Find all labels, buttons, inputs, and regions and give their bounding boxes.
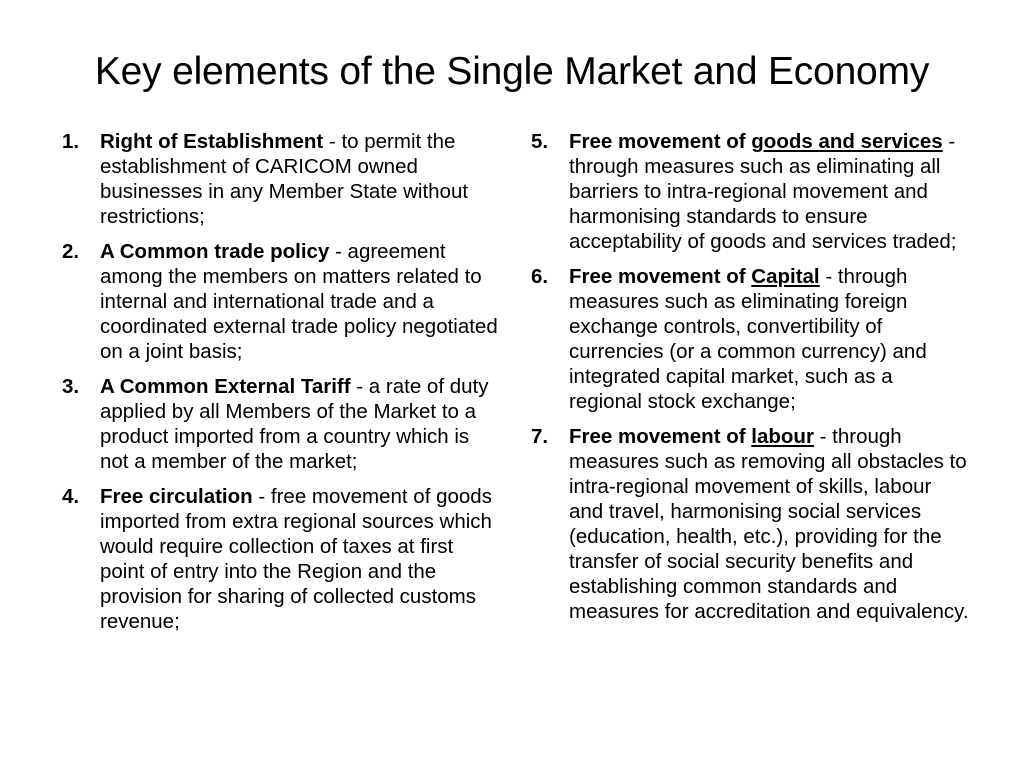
item-body xyxy=(100,239,502,364)
item-text: - to permit the establishment of CARICOM owned businesses in any Member State without restrictions; xyxy=(100,130,469,228)
item-number: 6. xyxy=(531,265,549,288)
item-number: 1. xyxy=(62,130,80,153)
item-text: - through measures such as removing all obstacles to intra-regional movement of skills, labour and travel, harmonising social services (education, health, etc.), providing for the transfer of social security benefits and establishing common standards and measures for accreditation and equivalency. xyxy=(569,425,969,623)
item-number: 4. xyxy=(62,485,80,508)
item-body xyxy=(569,129,971,254)
right-column xyxy=(531,129,971,634)
item-heading: A Common trade policy xyxy=(100,240,330,263)
item-body xyxy=(100,484,502,634)
item-body xyxy=(100,374,502,474)
item-heading xyxy=(569,425,814,448)
item-heading-underlined: goods and services xyxy=(751,130,943,153)
item-text: - through measures such as eliminating all barriers to intra-regional movement and harmonising standards to ensure acceptability of goods and services traded; xyxy=(569,130,957,253)
item-number: 5. xyxy=(531,130,549,153)
list-item-2 xyxy=(62,239,502,364)
item-heading xyxy=(569,130,943,153)
item-body xyxy=(100,129,502,229)
item-heading-underlined: Capital xyxy=(751,265,820,288)
list-item-6 xyxy=(531,264,971,414)
slide-title: Key elements of the Single Market and Economy xyxy=(94,50,930,93)
item-text: - free movement of goods imported from extra regional sources which would require collection of taxes at first point of entry into the Region and the provision for sharing of collected customs revenue; xyxy=(100,485,492,633)
item-heading-prefix: Free movement of xyxy=(569,425,752,448)
left-column xyxy=(62,129,502,644)
item-heading: A Common External Tariff xyxy=(100,375,351,398)
list-item-7 xyxy=(531,424,971,624)
item-number: 2. xyxy=(62,240,80,263)
item-heading-prefix: Free movement of xyxy=(569,265,752,288)
item-heading-underlined: labour xyxy=(751,425,814,448)
item-heading-prefix: Free movement of xyxy=(569,130,752,153)
item-text: - agreement among the members on matters related to internal and international trade and a coordinated external trade policy negotiated on a joint basis; xyxy=(100,240,498,363)
item-heading xyxy=(569,265,820,288)
item-body xyxy=(569,264,971,414)
item-number: 7. xyxy=(531,425,549,448)
item-number: 3. xyxy=(62,375,80,398)
item-text: - through measures such as eliminating foreign exchange controls, convertibility of currencies (or a common currency) and integrated capital market, such as a regional stock exchange; xyxy=(569,265,927,413)
list-item-5 xyxy=(531,129,971,254)
item-body xyxy=(569,424,971,624)
list-item-3 xyxy=(62,374,502,474)
item-heading: Free circulation xyxy=(100,485,253,508)
item-heading: Right of Establishment xyxy=(100,130,324,153)
list-item-4 xyxy=(62,484,502,634)
list-item-1 xyxy=(62,129,502,229)
item-text: - a rate of duty applied by all Members of the Market to a product imported from a country which is not a member of the market; xyxy=(100,375,489,473)
